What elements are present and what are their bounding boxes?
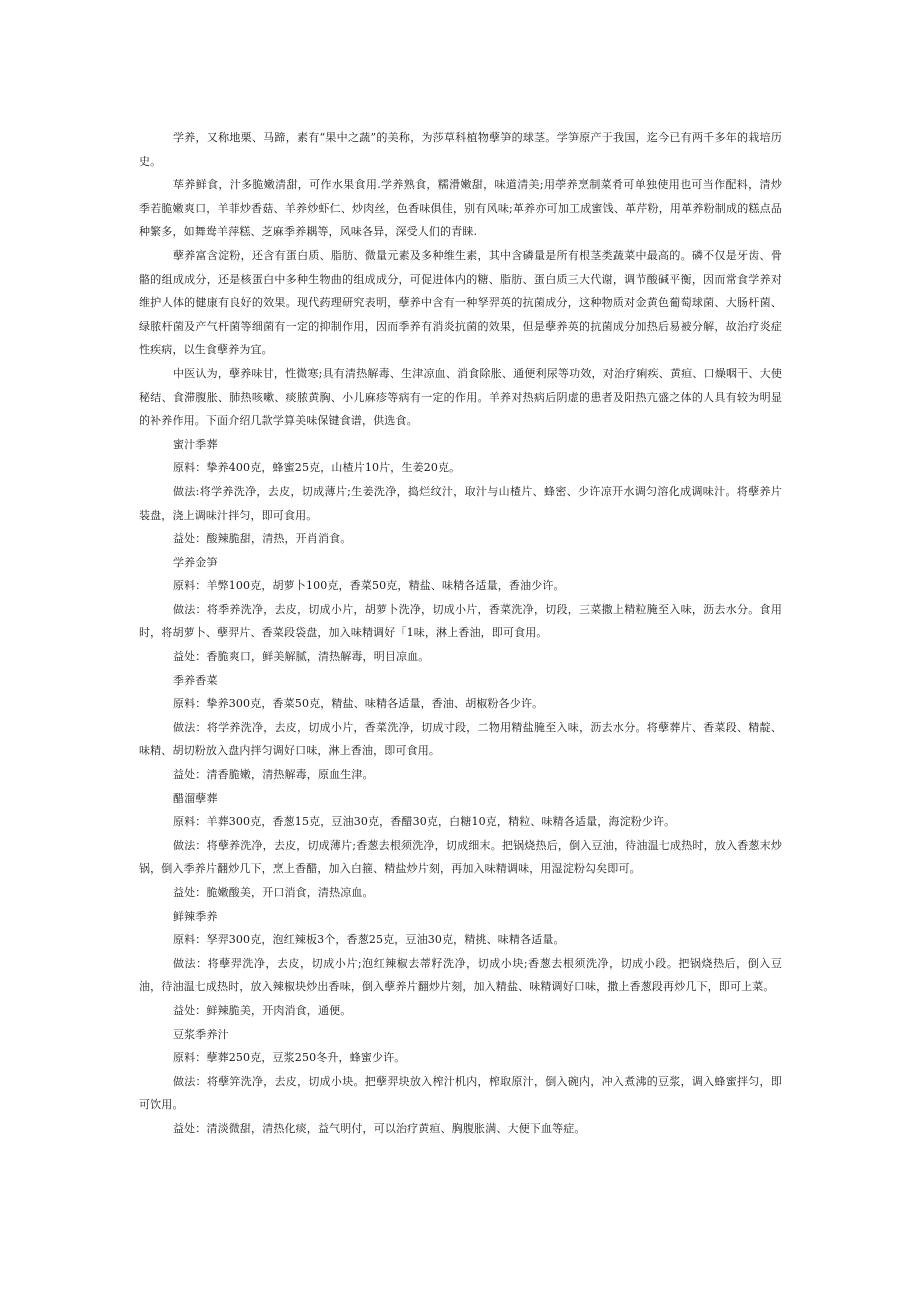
- intro-paragraph-3: 孽养富含淀粉，还含有蛋白质、脂肪、微量元素及多种维生素，其中含磷量是所有根茎类蔬菜中最高的。磷不仅是牙齿、骨骼的组成成分，还是核蛋白中多种生物曲的组成成分，可促进体内的糖、脂肪、蛋白质三大代谢，调节酸碱平衡，因而常食学养对维护人体的健康有良好的效果。现代药理研究表明，孽养中含有一种孥羿英的抗菌成分，这种物质对金黄色葡萄球菌、大肠杆菌、绿脓杆菌及产气杆菌等细菌有一定的抑制作用，因而季养有消炎抗菌的效果，但是孽养英的抗菌成分加热后易被分解，故治疗炎症性疾病，以生食孽养为宜。: [139, 248, 782, 357]
- intro-paragraph-1: 学养，又称地栗、马蹄，素有“果中之蔬”的美称，为莎草科植物孽笋的球茎。学笋原产于我国，迄今已有两千多年的栽培历史。: [139, 131, 782, 168]
- recipe-benefits: 益处：脆嫩酸美，开口消食，清热凉血。: [173, 886, 374, 899]
- recipe-method: 做法：将学养洗净，去皮，切成小片，香菜洗净，切成寸段，二物用精盐腌至入味，沥去水分。将孽葬片、香菜段、精靛、味精、胡切粉放入盘内拌匀调好口味，淋上香油，即可食用。: [139, 720, 782, 758]
- recipe-method: 做法：将季养洗净，去皮，切成小片，胡萝卜洗净，切成小片，香菜洗净，切段，三菜撒上精粒腌至入味，沥去水分。食用时，将胡萝卜、孽羿片、香菜段袋盘，加入味精调好「1味，淋上香油，即可食用。: [139, 602, 782, 640]
- recipe-benefits: 益处：清淡微甜，清热化痰，益气明付，可以治疗黄疸、胸腹胀满、大便下血等症。: [173, 1121, 586, 1135]
- recipe-method: 做法：将孽笄洗净，去皮，切成小块。把孽羿块放入榨汁机内，榨取原汁，倒入碗内，冲入煮沸的豆浆，调入蜂蜜拌匀，即可饮用。: [139, 1074, 782, 1112]
- recipe-benefits: 益处：清香脆嫩，清热解毒，原血生津。: [173, 768, 374, 782]
- recipe-ingredients: 原料：羊葬300克，香葱15克，豆油30克，香醋30克，白糖10克，精粒、味精各适量，海淀粉少许。: [173, 815, 676, 829]
- recipe-method: 做法：将孽羿洗净，去皮，切成小片;泡红辣椒去蒂籽洗净，切成小块;香葱去根须洗净，切成小段。把锅烧热后，倒入豆油，待油温七成热时，放入辣椒块炒出香味，倒入孽养片翻炒片刻，加入精盐、味精调好口味，撒上香葱段再炒几下，即可上菜。: [139, 956, 782, 994]
- recipe-benefits: 益处：香脆爽口，鲜美解腻，清热解毒，明目凉血。: [173, 650, 430, 664]
- recipe-title: 季养香菜: [173, 673, 218, 687]
- recipe-title: 鲜辣季养: [173, 909, 218, 923]
- recipe-method: 做法：将孽养洗净，去皮，切成薄片;香葱去根须洗净，切成细末。把锅烧热后，倒入豆油，待油温七成热时，放入香葱末炒锅，倒入季养片翻炒几下，烹上香醋，加入白箍、精盐炒片刻，再加入味精调味，用湿淀粉勾矣即可。: [139, 838, 782, 876]
- recipe-section: [139, 551, 782, 669]
- recipe-ingredients: 原料：孥羿300克，泡红辣板3个，香葱25克，豆油30克，精挑、味精各适量。: [173, 933, 565, 947]
- recipe-section: [139, 787, 782, 905]
- recipe-section: [139, 669, 782, 787]
- intro-paragraph-2: 荜养鲜食，汁多脆嫩清甜，可作水果食用.学养熟食，糯滑嫩甜，味道清美;用荸养烹制菜肴可单独使用也可当作配料，清炒季若脆嫩爽口，羊菲炒香菇、羊养炒虾仁、炒肉丝，色香味俱佳，别有风味;革养亦可加工成蜜饯、革芹粉，用革养粉制成的糕点品种繁多，如舞鸯羊萍糕、芝麻季养耦等，风味各异，深受人们的青睐.: [139, 178, 782, 239]
- recipe-ingredients: 原料：挚养400克，蜂蜜25克，山楂片10片，生姜20克。: [173, 461, 461, 475]
- recipe-ingredients: 原料：挚养300克，香菜50克，精盐、味精各适量，香油、胡椒粉各少许。: [173, 697, 544, 711]
- recipe-title: 醋溜孽葬: [173, 791, 218, 805]
- recipe-section: [139, 1023, 782, 1141]
- recipe-title: 豆浆季养汁: [173, 1027, 229, 1041]
- recipe-benefits: 益处：酸辣脆甜，清热，开肖消食。: [173, 532, 352, 546]
- recipe-ingredients: 原料：孽葬250克，豆浆250冬升，蜂蜜少许。: [173, 1051, 406, 1065]
- recipe-title: 学养金笋: [173, 555, 218, 569]
- recipe-title: 蜜汁季葬: [173, 437, 218, 451]
- recipe-method: 做法:将学养洗净，去皮，切成薄片;生姜洗净，捣烂纹汁，取汁与山楂片、蜂密、少许凉开水调匀溶化成调味汁。将孽养片装盘，浇上调味汁拌匀，即可食用。: [139, 484, 782, 522]
- intro-paragraph-4: 中医认为，孽养味甘，性微寒;具有清热解毒、生津凉血、消食除胀、通便利尿等功效，对治疗痢疾、黄疸、口燥咽干、大使秘结、食滞腹胀、肺热咳嗽、痰脓黄胸、小儿麻疹等病有一定的作用。羊养对热病后阴虚的患者及阳热亢盛之体的人具有较为明显的补养作用。下面介绍几款学算美味保键食谱，供选食。: [139, 366, 782, 428]
- recipe-section: [139, 905, 782, 1023]
- document-body: [139, 126, 782, 1141]
- recipe-section: [139, 433, 782, 551]
- recipe-benefits: 益处：鲜辣脆美，开肉消食，通便。: [173, 1003, 352, 1017]
- recipe-ingredients: 原料：羊弊100克，胡萝卜100克，香菜50克，精盐、味精各适量，香油少许。: [173, 579, 565, 593]
